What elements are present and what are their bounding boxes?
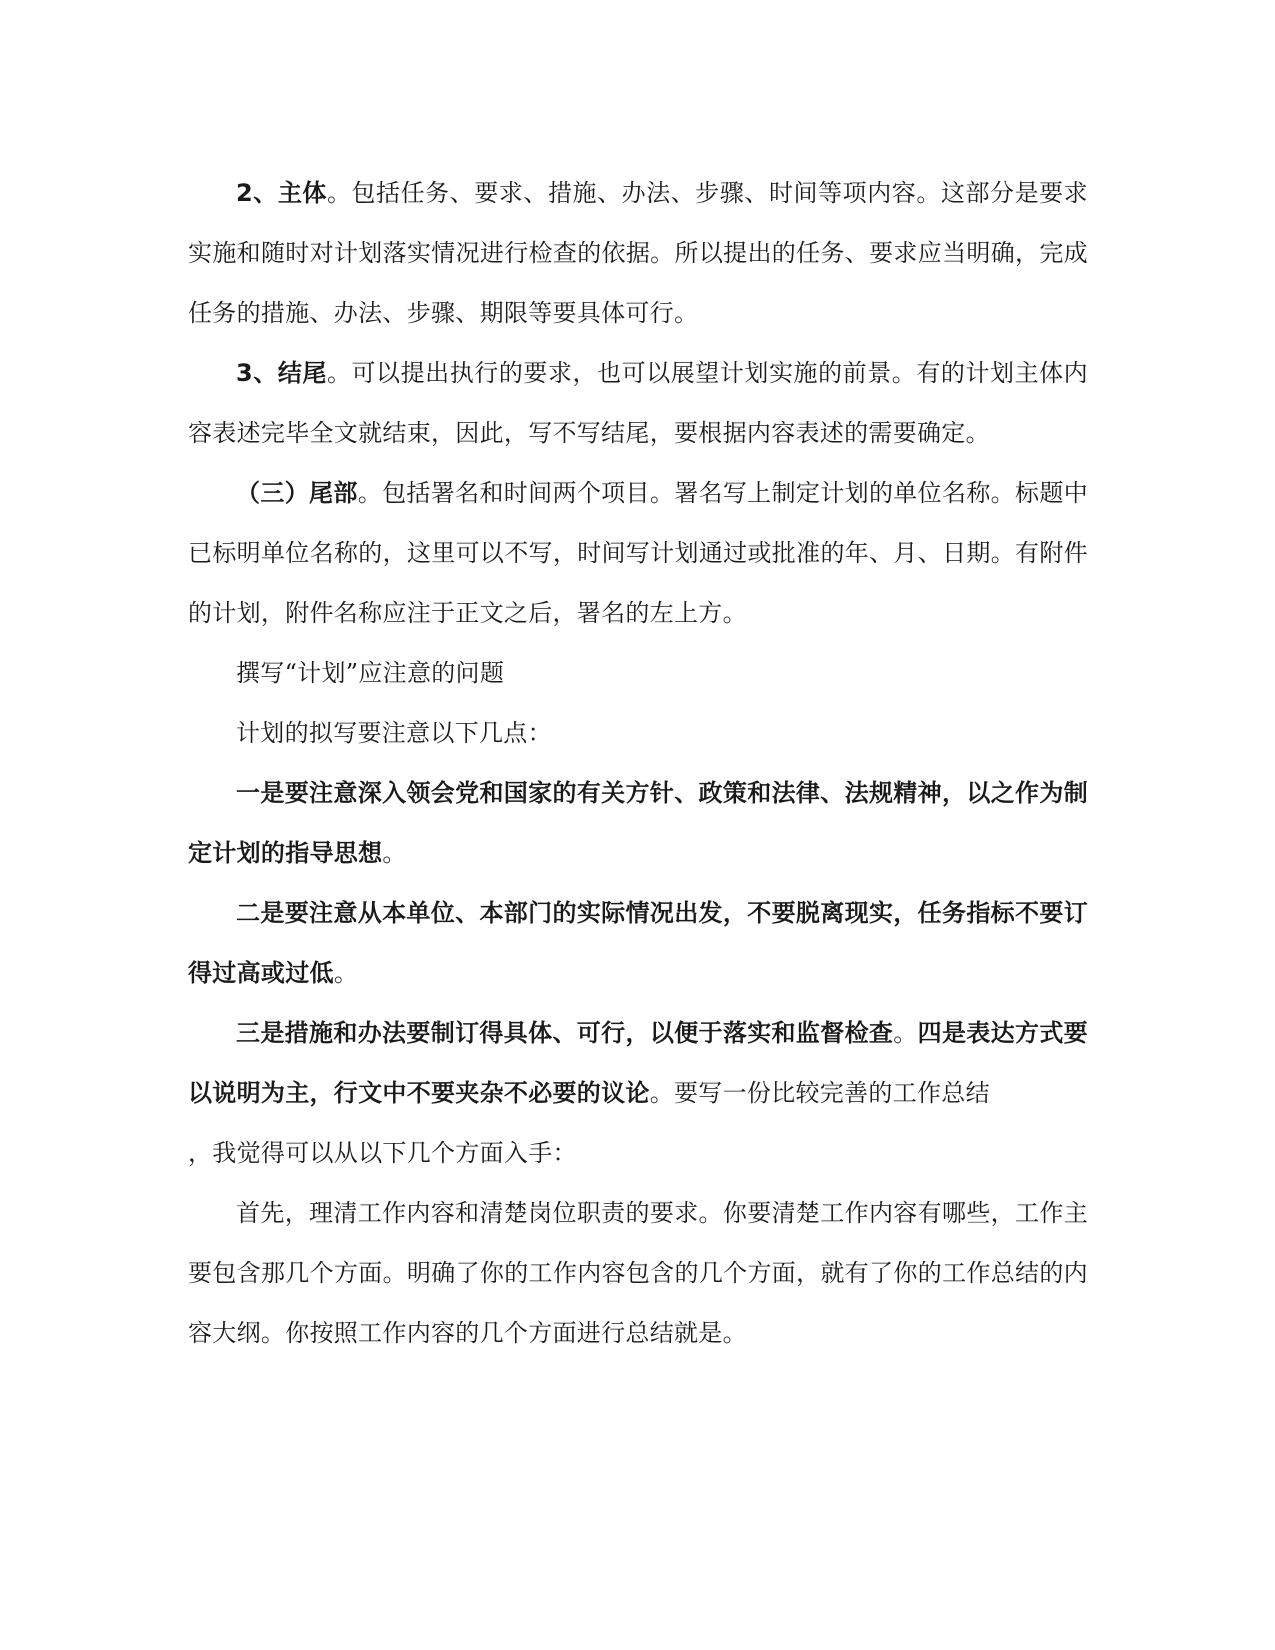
point-one-text: 一是要注意深入领会党和国家的有关方针、政策和法律、法规精神，以之作为制定计划的指导思想 — [188, 779, 1088, 867]
paragraph-issues-heading — [188, 643, 1088, 703]
point-four-text: 四是表达方式要以说明为主，行文中不要夹杂不必要的议论 — [188, 1019, 1088, 1107]
heading-ending: 3、结尾 — [236, 359, 327, 387]
paragraph-text: 首先，理清工作内容和清楚岗位职责的要求。你要清楚工作内容有哪些，工作主要包含那几个方面。明确了你的工作内容包含的几个方面，就有了你的工作总结的内容大纲。你按照工作内容的几个方面进行总结就是。 — [188, 1199, 1088, 1347]
paragraph-points-intro — [188, 703, 1088, 763]
paragraph-text: 计划的拟写要注意以下几点： — [236, 719, 552, 747]
paragraph-text: 。包括署名和时间两个项目。署名写上制定计划的单位名称。标题中已标明单位名称的，这里可以不写，时间写计划通过或批准的年、月、日期。有附件的计划，附件名称应注于正文之后，署名的左上方。 — [188, 479, 1089, 627]
paragraph-point-one — [188, 763, 1088, 883]
paragraph-first-step — [188, 1183, 1088, 1363]
paragraph-text: 撰写“计划”应注意的问题 — [236, 659, 505, 687]
paragraph-text: 。要写一份比较完善的工作总结 — [649, 1079, 990, 1107]
paragraph-text: 。 — [893, 1019, 918, 1047]
heading-footer: （三）尾部 — [236, 479, 358, 507]
paragraph-ending-section — [188, 343, 1088, 463]
paragraph-point-two — [188, 883, 1088, 1003]
paragraph-body-section — [188, 163, 1088, 343]
paragraph-text: 。 — [382, 839, 407, 867]
document-body — [188, 163, 1088, 1363]
paragraph-point-three-four — [188, 1003, 1088, 1183]
point-three-text: 三是措施和办法要制订得具体、可行，以便于落实和监督检查 — [236, 1019, 894, 1047]
heading-main-body: 2、主体 — [236, 179, 327, 207]
paragraph-text: 。包括任务、要求、措施、办法、步骤、时间等项内容。这部分是要求实施和随时对计划落实情况进行检查的依据。所以提出的任务、要求应当明确，完成任务的措施、办法、步骤、期限等要具体可行。 — [188, 179, 1088, 327]
paragraph-footer-section — [188, 463, 1088, 643]
paragraph-text: 。 — [333, 959, 359, 987]
paragraph-continuation: ，我觉得可以从以下几个方面入手： — [188, 1139, 577, 1167]
paragraph-text: 。可以提出执行的要求，也可以展望计划实施的前景。有的计划主体内容表述完毕全文就结束，因此，写不写结尾，要根据内容表述的需要确定。 — [188, 359, 1088, 447]
point-two-text: 二是要注意从本单位、本部门的实际情况出发，不要脱离现实，任务指标不要订得过高或过低 — [188, 899, 1088, 987]
